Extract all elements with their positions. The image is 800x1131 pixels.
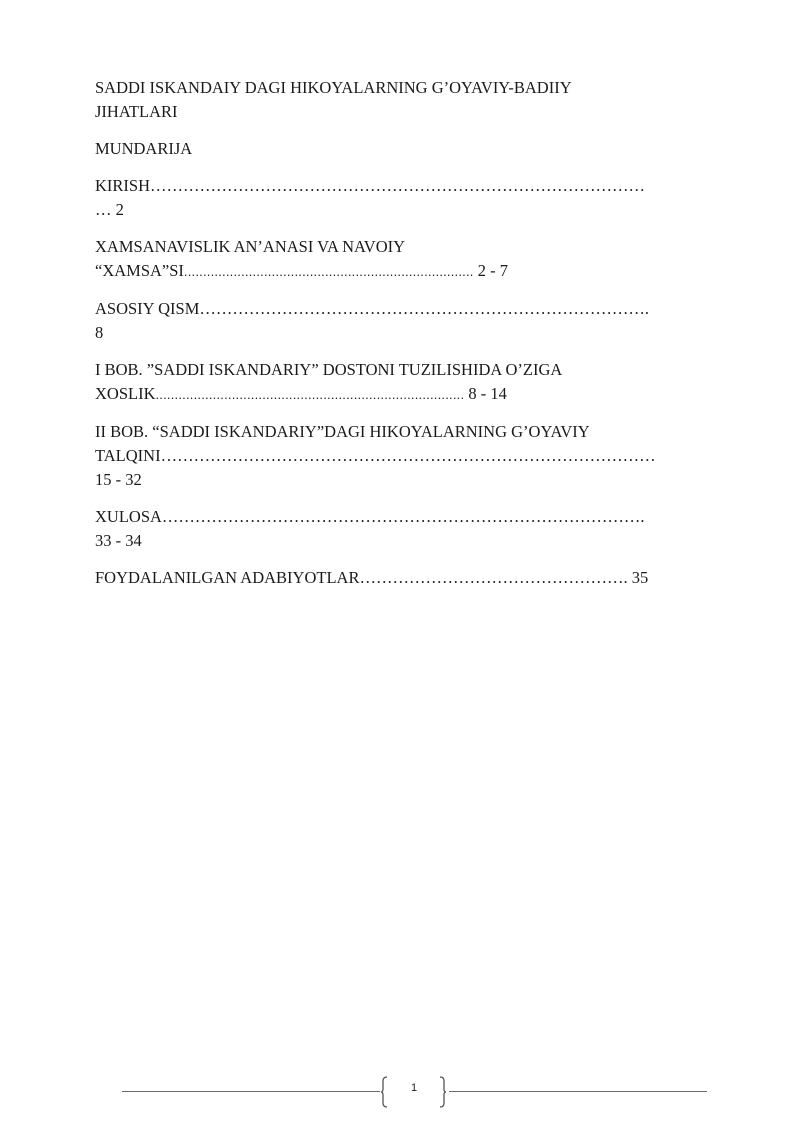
toc-entry-pages: 2 - 7	[473, 261, 508, 280]
toc-entry-pages: 8	[95, 323, 104, 342]
toc-heading: MUNDARIJA	[95, 139, 193, 158]
toc-entry-asosiy	[95, 297, 735, 345]
document-title	[95, 76, 735, 124]
toc-entry-line-2	[95, 261, 508, 280]
toc-entry-text-2: TALQINI………………………………………………………………………………	[95, 446, 656, 465]
toc-entry-xamsa	[95, 235, 735, 284]
toc-entry-label: “XAMSA”SI	[95, 261, 184, 280]
toc-entry-dots: .................................................................................	[155, 387, 465, 402]
footer-rule-right	[449, 1091, 707, 1092]
toc-entry-text: I BOB. ”SADDI ISKANDARIY” DOSTONI TUZILISHIDA O’ZIGA	[95, 360, 563, 379]
toc-entry-text: XULOSA…………………………………………………………………………….	[95, 507, 645, 526]
document-page	[95, 76, 735, 603]
page-number: 1	[410, 1082, 418, 1094]
page-footer	[0, 1076, 800, 1112]
toc-entry-dots: ............................................................................	[183, 264, 474, 279]
toc-entry-adabiyot	[95, 566, 735, 590]
toc-entry-kirish	[95, 174, 735, 222]
toc-entry-text: KIRISH………………………………………………………………………………	[95, 176, 646, 195]
title-line-2: JIHATLARI	[95, 102, 178, 121]
toc-entry-text: FOYDALANILGAN ADABIYOTLAR…………………………………………. 35	[95, 568, 649, 587]
toc-entry-label: XOSLIK	[95, 384, 156, 403]
toc-entry-pages: 8 - 14	[464, 384, 507, 403]
toc-entry-line-2	[95, 384, 507, 403]
left-brace-icon	[380, 1076, 388, 1108]
toc-entry-bob2	[95, 420, 735, 492]
toc-entry-pages: 33 - 34	[95, 531, 142, 550]
title-line-1: SADDI ISKANDAIY DAGI HIKOYALARNING G’OYAVIY-BADIIY	[95, 78, 572, 97]
toc-entry-pages: 15 - 32	[95, 470, 142, 489]
toc-entry-text: ASOSIY QISM……………………………………………………………………….	[95, 299, 649, 318]
right-brace-icon	[439, 1076, 447, 1108]
toc-entry-pages: … 2	[95, 200, 124, 219]
toc-entry-bob1	[95, 358, 735, 407]
toc-entry-text: II BOB. “SADDI ISKANDARIY”DAGI HIKOYALARNING G’OYAVIY	[95, 422, 590, 441]
toc-entry-text: XAMSANAVISLIK AN’ANASI VA NAVOIY	[95, 237, 406, 256]
toc-entry-xulosa	[95, 505, 735, 553]
footer-rule-left	[122, 1091, 380, 1092]
